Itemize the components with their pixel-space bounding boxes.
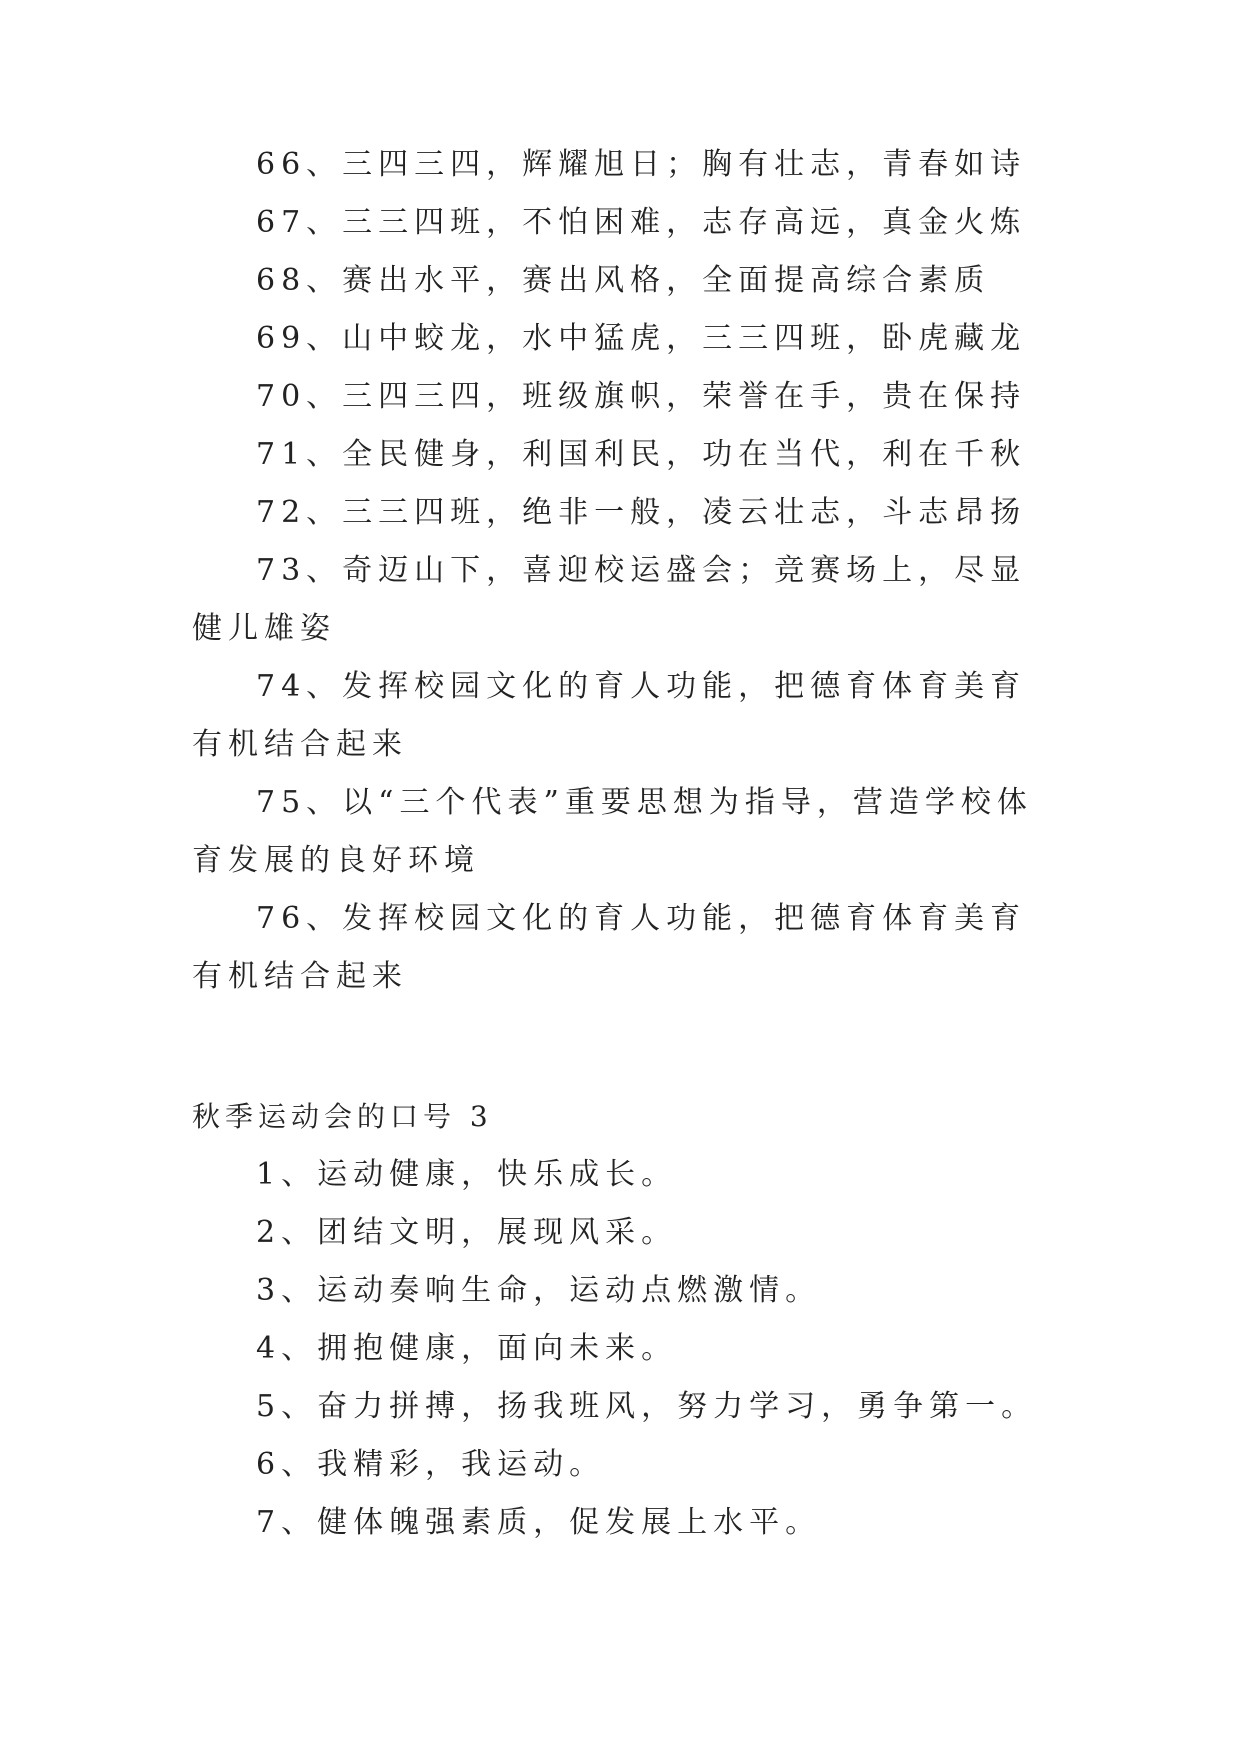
list-item: 2、团结文明，展现风采。 <box>256 1215 678 1250</box>
list-item: 71、全民健身，利国利民，功在当代，利在千秋 <box>256 437 1027 472</box>
list-item: 1、运动健康，快乐成长。 <box>256 1157 678 1192</box>
list-item: 76、发挥校园文化的育人功能，把德育体育美育有机结合起来 <box>192 901 1027 994</box>
slogan-section-3 <box>192 1088 1052 1552</box>
list-item: 75、以“三个代表”重要思想为指导，营造学校体育发展的良好环境 <box>192 785 1033 878</box>
list-item: 5、奋力拼搏，扬我班风，努力学习，勇争第一。 <box>256 1389 1038 1424</box>
list-item: 67、三三四班，不怕困难，志存高远，真金火炼 <box>256 205 1027 240</box>
list-item: 72、三三四班，绝非一般，凌云壮志，斗志昂扬 <box>256 495 1027 530</box>
list-item: 73、奇迈山下，喜迎校运盛会；竞赛场上，尽显健儿雄姿 <box>192 553 1027 646</box>
list-item: 4、拥抱健康，面向未来。 <box>256 1331 678 1366</box>
list-item: 74、发挥校园文化的育人功能，把德育体育美育有机结合起来 <box>192 669 1027 762</box>
list-item: 69、山中蛟龙，水中猛虎，三三四班，卧虎藏龙 <box>256 321 1027 356</box>
slogan-list-continued <box>192 136 1052 1006</box>
list-item: 68、赛出水平，赛出风格，全面提高综合素质 <box>256 263 991 298</box>
list-item: 66、三四三四，辉耀旭日；胸有壮志，青春如诗 <box>256 147 1027 182</box>
list-item: 3、运动奏响生命，运动点燃激情。 <box>256 1273 822 1308</box>
section-heading: 秋季运动会的口号 3 <box>192 1100 493 1133</box>
list-item: 7、健体魄强素质，促发展上水平。 <box>256 1505 822 1540</box>
list-item: 70、三四三四，班级旗帜，荣誉在手，贵在保持 <box>256 379 1027 414</box>
list-item: 6、我精彩，我运动。 <box>256 1447 606 1482</box>
